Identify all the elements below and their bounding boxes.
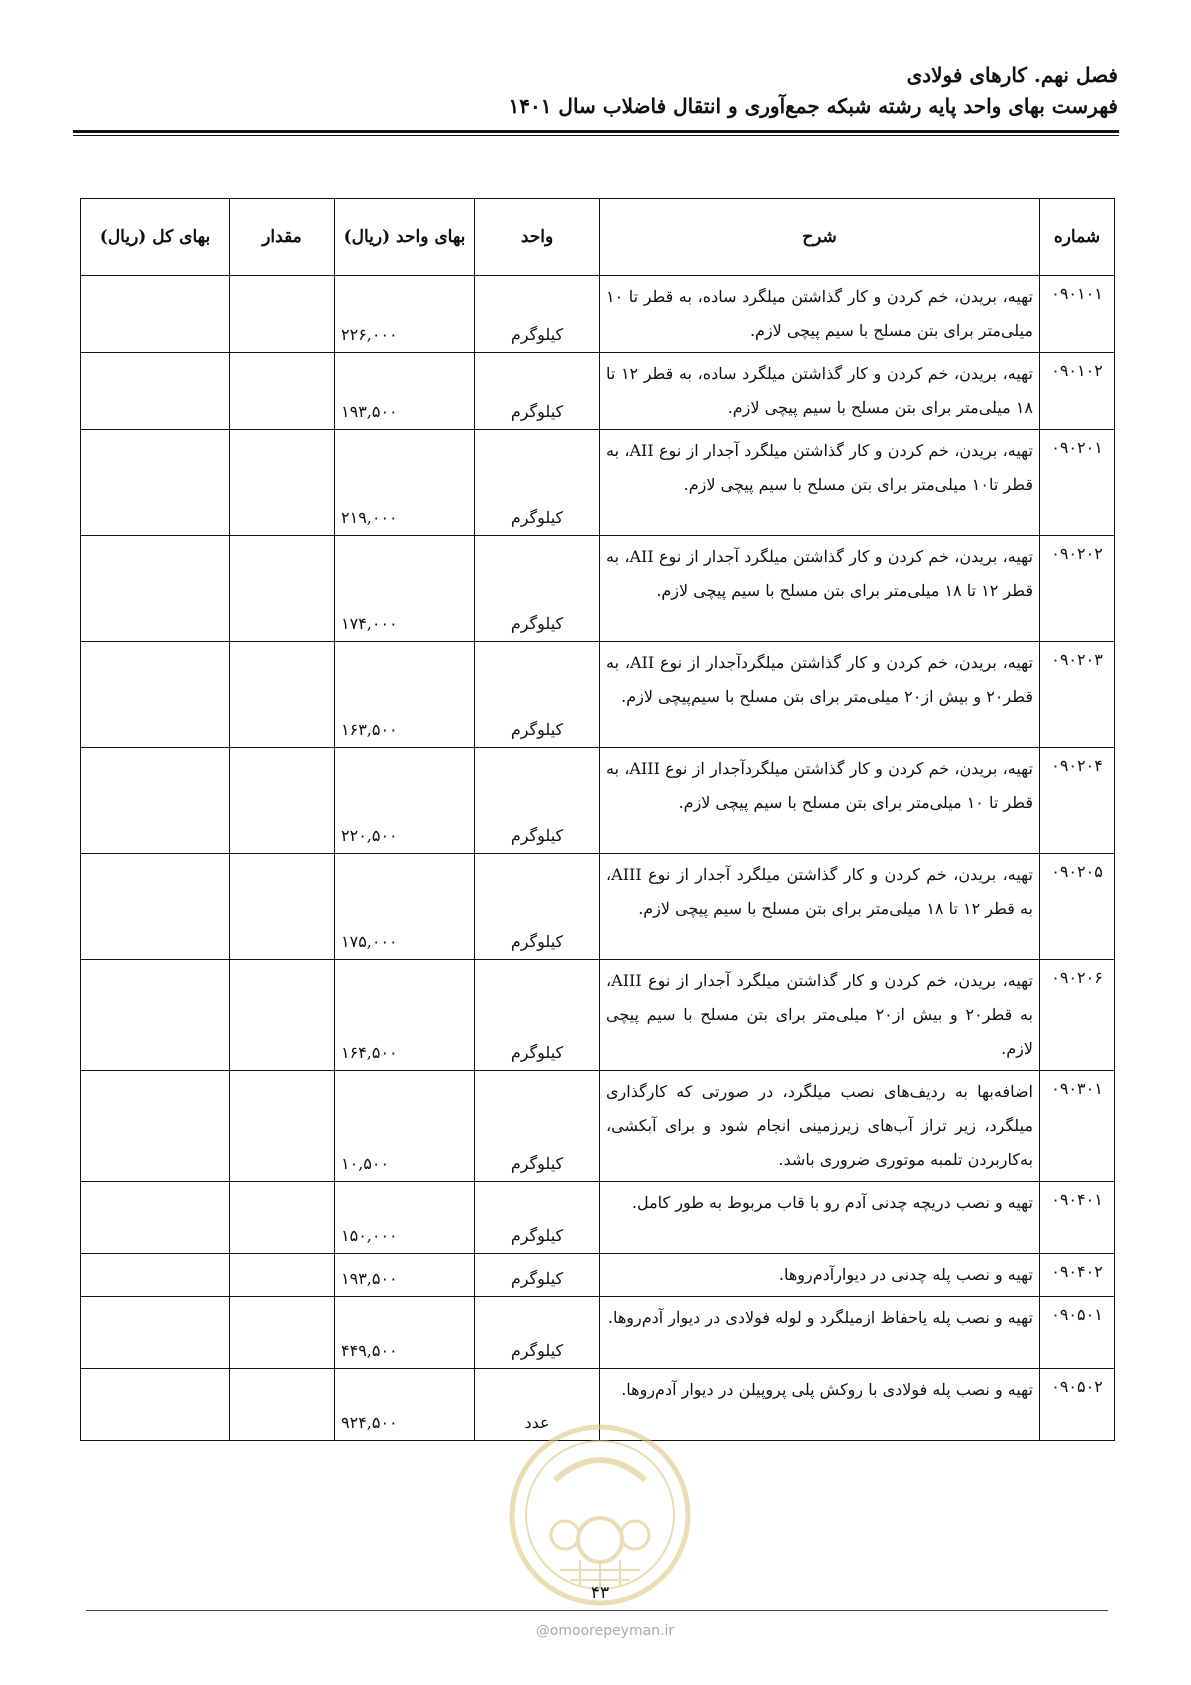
item-number: ۰۹۰۱۰۱: [1040, 276, 1115, 353]
item-description: تهیه، بریدن، خم کردن و کار گذاشتن میلگرد ساده، به قطر تا ۱۰ میلی‌متر برای بتن مسلح با سیم پیچی لازم.: [600, 276, 1040, 353]
item-unit: کیلوگرم: [475, 430, 600, 536]
footer-rule: [86, 1610, 1108, 1611]
table-row: [81, 1182, 1115, 1254]
item-total: [81, 276, 230, 353]
item-unit: کیلوگرم: [475, 748, 600, 854]
item-quantity: [230, 748, 335, 854]
item-price: ۱۹۳,۵۰۰: [335, 1254, 475, 1297]
item-price: ۲۲۰,۵۰۰: [335, 748, 475, 854]
header-rule-thin: [73, 135, 1119, 136]
item-unit: کیلوگرم: [475, 536, 600, 642]
header-description: شرح: [600, 199, 1040, 276]
item-number: ۰۹۰۵۰۱: [1040, 1297, 1115, 1369]
table-header-row: [81, 199, 1115, 276]
item-unit: کیلوگرم: [475, 1254, 600, 1297]
item-number: ۰۹۰۱۰۲: [1040, 353, 1115, 430]
item-price: ۹۲۴,۵۰۰: [335, 1369, 475, 1441]
item-unit: کیلوگرم: [475, 1071, 600, 1182]
item-number: ۰۹۰۴۰۱: [1040, 1182, 1115, 1254]
item-quantity: [230, 854, 335, 960]
header-unit-price: بهای واحد (ریال): [335, 199, 475, 276]
item-quantity: [230, 642, 335, 748]
item-quantity: [230, 536, 335, 642]
table-row: [81, 276, 1115, 353]
item-number: ۰۹۰۲۰۵: [1040, 854, 1115, 960]
item-number: ۰۹۰۵۰۲: [1040, 1369, 1115, 1441]
item-price: ۱۶۳,۵۰۰: [335, 642, 475, 748]
item-total: [81, 1071, 230, 1182]
table-row: [81, 1297, 1115, 1369]
item-total: [81, 353, 230, 430]
document-subtitle: فهرست بهای واحد پایه رشته شبکه جمع‌آوری و انتقال فاضلاب سال ۱۴۰۱: [508, 94, 1118, 118]
table-row: [81, 642, 1115, 748]
header-number: شماره: [1040, 199, 1115, 276]
header-quantity: مقدار: [230, 199, 335, 276]
item-number: ۰۹۰۲۰۱: [1040, 430, 1115, 536]
table-row: [81, 536, 1115, 642]
item-total: [81, 430, 230, 536]
header-rule-thick: [73, 130, 1119, 133]
item-price: ۲۱۹,۰۰۰: [335, 430, 475, 536]
item-description: تهیه، بریدن، خم کردن و کار گذاشتن میلگرد آجدار از نوع AIII، به قطر۲۰ و بیش از۲۰ میلی‌متر برای بتن مسلح با سیم پیچی لازم.: [600, 960, 1040, 1071]
table-row: [81, 960, 1115, 1071]
item-number: ۰۹۰۴۰۲: [1040, 1254, 1115, 1297]
table-row: [81, 854, 1115, 960]
watermark-seal-icon: [505, 1420, 695, 1610]
item-number: ۰۹۰۲۰۲: [1040, 536, 1115, 642]
item-unit: کیلوگرم: [475, 642, 600, 748]
item-description: تهیه و نصب دریچه چدنی آدم رو با قاب مربوط به طور کامل.: [600, 1182, 1040, 1254]
item-price: ۱۹۳,۵۰۰: [335, 353, 475, 430]
item-description: تهیه و نصب پله چدنی در دیوارآدم‌روها.: [600, 1254, 1040, 1297]
item-price: ۱۵۰,۰۰۰: [335, 1182, 475, 1254]
item-total: [81, 854, 230, 960]
item-quantity: [230, 1182, 335, 1254]
watermark-site-text: @omoorepeyman.ir: [535, 1623, 675, 1639]
page-header: [72, 60, 1118, 122]
item-description: تهیه و نصب پله فولادی با روکش پلی پروپیلن در دیوار آدم‌روها.: [600, 1369, 1040, 1441]
table-row: [81, 430, 1115, 536]
item-total: [81, 1182, 230, 1254]
item-unit: کیلوگرم: [475, 353, 600, 430]
item-unit: کیلوگرم: [475, 1182, 600, 1254]
item-total: [81, 642, 230, 748]
table-row: [81, 1254, 1115, 1297]
item-description: تهیه، بریدن، خم کردن و کار گذاشتن میلگردآجدار از نوع AII، به قطر۲۰ و بیش از۲۰ میلی‌متر برای بتن مسلح با سیم‌پیچی لازم.: [600, 642, 1040, 748]
item-quantity: [230, 1071, 335, 1182]
table-row: [81, 1071, 1115, 1182]
item-quantity: [230, 353, 335, 430]
item-quantity: [230, 1369, 335, 1441]
item-quantity: [230, 960, 335, 1071]
item-quantity: [230, 430, 335, 536]
item-price: ۲۲۶,۰۰۰: [335, 276, 475, 353]
chapter-title: فصل نهم. کارهای فولادی: [906, 63, 1118, 87]
item-number: ۰۹۰۳۰۱: [1040, 1071, 1115, 1182]
price-list-table: [80, 198, 1115, 1441]
item-price: ۱۷۵,۰۰۰: [335, 854, 475, 960]
item-total: [81, 1254, 230, 1297]
table-row: [81, 748, 1115, 854]
item-total: [81, 748, 230, 854]
item-quantity: [230, 1254, 335, 1297]
table-row: [81, 353, 1115, 430]
item-total: [81, 536, 230, 642]
item-unit: عدد: [475, 1369, 600, 1441]
item-total: [81, 960, 230, 1071]
item-price: ۴۴۹,۵۰۰: [335, 1297, 475, 1369]
item-number: ۰۹۰۲۰۶: [1040, 960, 1115, 1071]
item-description: اضافه‌بها به ردیف‌های نصب میلگرد، در صورتی که کارگذاری میلگرد، زیر تراز آب‌های زیرزمینی انجام شود و برای آبکشی، به‌کاربردن تلمبه موتوری ضروری باشد.: [600, 1071, 1040, 1182]
header-total: بهای کل (ریال): [81, 199, 230, 276]
item-description: تهیه، بریدن، خم کردن و کار گذاشتن میلگردآجدار از نوع AIII، به قطر تا ۱۰ میلی‌متر برای بتن مسلح با سیم پیچی لازم.: [600, 748, 1040, 854]
item-total: [81, 1369, 230, 1441]
item-unit: کیلوگرم: [475, 854, 600, 960]
item-quantity: [230, 276, 335, 353]
item-price: ۱۰,۵۰۰: [335, 1071, 475, 1182]
item-quantity: [230, 1297, 335, 1369]
item-number: ۰۹۰۲۰۳: [1040, 642, 1115, 748]
item-description: تهیه، بریدن، خم کردن و کار گذاشتن میلگرد آجدار از نوع AII، به قطر ۱۲ تا ۱۸ میلی‌متر برای بتن مسلح با سیم پیچی لازم.: [600, 536, 1040, 642]
item-description: تهیه، بریدن، خم کردن و کار گذاشتن میلگرد آجدار از نوع AII، به قطر تا۱۰ میلی‌متر برای بتن مسلح با سیم پیچی لازم.: [600, 430, 1040, 536]
item-description: تهیه و نصب پله یاحفاظ ازمیلگرد و لوله فولادی در دیوار آدم‌روها.: [600, 1297, 1040, 1369]
item-unit: کیلوگرم: [475, 276, 600, 353]
item-description: تهیه، بریدن، خم کردن و کار گذاشتن میلگرد آجدار از نوع AIII، به قطر ۱۲ تا ۱۸ میلی‌متر برای بتن مسلح با سیم پیچی لازم.: [600, 854, 1040, 960]
item-total: [81, 1297, 230, 1369]
header-unit: واحد: [475, 199, 600, 276]
item-number: ۰۹۰۲۰۴: [1040, 748, 1115, 854]
item-unit: کیلوگرم: [475, 1297, 600, 1369]
page-number: ۴۳: [590, 1583, 610, 1603]
item-unit: کیلوگرم: [475, 960, 600, 1071]
item-price: ۱۷۴,۰۰۰: [335, 536, 475, 642]
item-price: ۱۶۴,۵۰۰: [335, 960, 475, 1071]
item-description: تهیه، بریدن، خم کردن و کار گذاشتن میلگرد ساده، به قطر ۱۲ تا ۱۸ میلی‌متر برای بتن مسلح با سیم پیچی لازم.: [600, 353, 1040, 430]
